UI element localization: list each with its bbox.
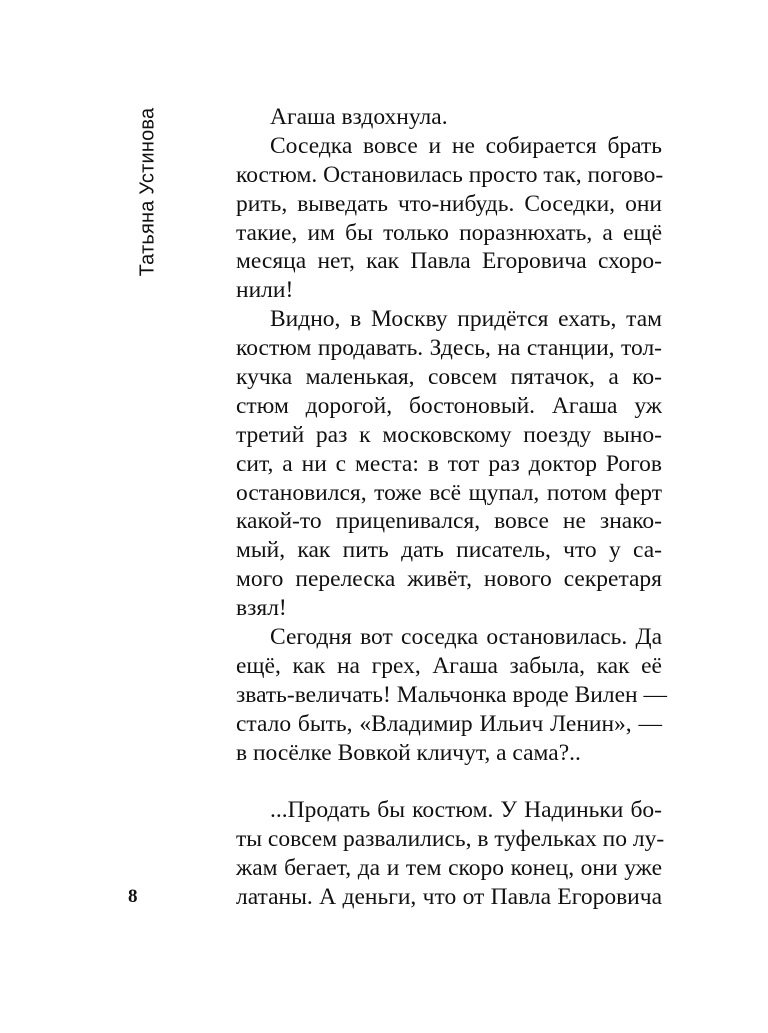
- paragraph: [236, 623, 667, 767]
- text-line: костюм. Остановилась просто так, погово-: [236, 161, 664, 188]
- text-line: кучка маленькая, совсем пятачок, а ко-: [236, 364, 662, 391]
- text-line: стало быть, «Владимир Ильич Ленин», —: [236, 710, 662, 737]
- paragraph: [236, 305, 662, 623]
- text-line: Сегодня вот соседка остановилась. Да: [270, 624, 662, 651]
- text-line: Видно, в Москву придётся ехать, там: [270, 306, 662, 333]
- page-number: 8: [128, 886, 138, 907]
- text-line: месяца нет, как Павла Егоровича схоро-: [236, 248, 662, 275]
- text-line: ...Продать бы костюм. У Надиньки бо-: [270, 797, 662, 824]
- text-line: Соседка вовсе и не собирается брать: [270, 132, 662, 159]
- text-line: третий раз к московскому поезду выно-: [236, 421, 662, 448]
- text-line: мый, как пить дать писатель, что у са-: [236, 537, 662, 564]
- text-line: ещё, как на грех, Агаша забыла, как её: [236, 652, 662, 679]
- text-line: какой-то прицenивался, вовсе не знако-: [236, 508, 662, 535]
- running-head: Татьяна Устинова: [136, 107, 159, 277]
- text-line: мого перелеска живёт, нового секретаря: [236, 566, 662, 593]
- body-text: [236, 103, 667, 912]
- text-line: сит, а ни с места: в тот раз доктор Рогов: [236, 450, 662, 477]
- text-line: латаны. А деньги, что от Павла Егоровича: [236, 884, 662, 911]
- text-line: жам бегает, да и тем скоро конец, они уже: [236, 855, 662, 882]
- paragraph: [236, 132, 662, 305]
- text-line: такие, им бы только поразнюхать, а ещё: [236, 219, 662, 246]
- text-line: костюм продавать. Здесь, на станции, тол-: [236, 335, 662, 362]
- text-line: стюм дорогой, бостоновый. Агаша уж: [236, 392, 662, 419]
- text-line: ты совсем развалились, в туфельках по лу-: [236, 826, 665, 853]
- paragraph: [236, 103, 662, 132]
- text-line: взял!: [236, 595, 287, 622]
- text-line: остановился, тоже всё щупал, потом ферт: [236, 479, 662, 506]
- section-gap: [236, 767, 662, 796]
- paragraph: [236, 796, 665, 912]
- text-line: рить, выведать что-нибудь. Соседки, они: [236, 190, 662, 217]
- text-line: нили!: [236, 277, 294, 304]
- text-line: Агаша вздохнула.: [270, 104, 448, 130]
- text-line: звать-величать! Мальчонка вроде Вилен —: [236, 681, 667, 708]
- text-line: в посёлке Вовкой кличут, а сама?..: [236, 739, 581, 766]
